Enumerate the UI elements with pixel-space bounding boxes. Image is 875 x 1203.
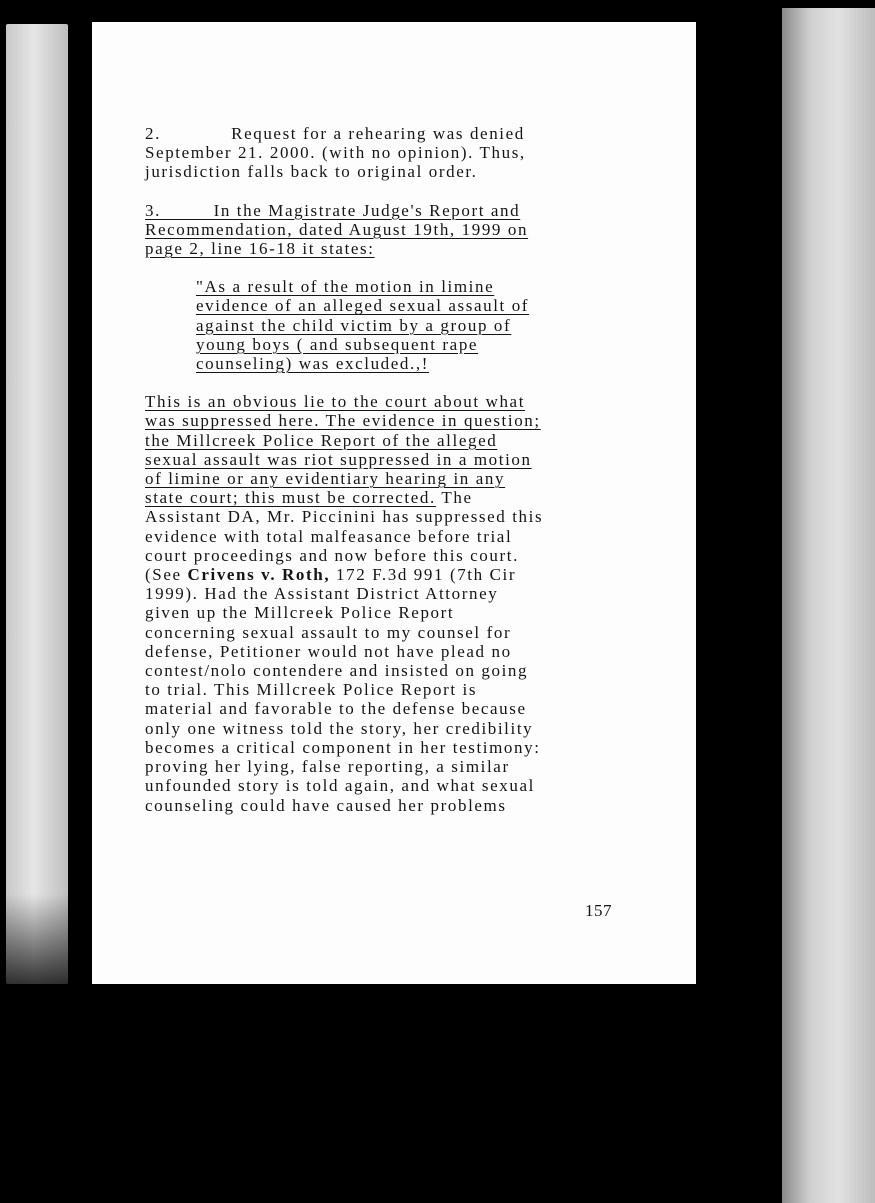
text-segment: 172 F.3d 991 (7th Cir (336, 565, 517, 585)
text-line: This is an obvious lie to the court about what (145, 392, 526, 412)
text-line: given up the Millcreek Police Report (145, 603, 455, 623)
text-line: to trial. This Millcreek Police Report is (145, 680, 478, 700)
text-segment: (See (145, 565, 182, 585)
text-line: defense, Petitioner would not have plead no (145, 641, 512, 661)
page-number: 157 (585, 901, 612, 920)
text-line (145, 565, 615, 584)
text-line: 1999). Had the Assistant District Attorney (145, 584, 499, 604)
text-line: concerning sexual assault to my counsel for (145, 622, 512, 642)
text-line: proving her lying, false reporting, a similar (145, 757, 510, 777)
underlined-segment: state court; this must be corrected. (145, 488, 436, 508)
text-line: Recommendation, dated August 19th, 1999 on (145, 219, 529, 239)
adjacent-page-right-edge (782, 8, 875, 1203)
quote-line: young boys ( and subsequent rape (196, 334, 479, 354)
text-line: was suppressed here. The evidence in question; (145, 411, 541, 431)
adjacent-page-left-edge (6, 24, 68, 984)
quote-line: "As a result of the motion in limine (196, 277, 495, 297)
text-line: jurisdiction falls back to original order. (145, 162, 478, 182)
text-line: court proceedings and now before this court. (145, 545, 519, 565)
text-line: contest/nolo contendere and insisted on going (145, 661, 529, 681)
quote-line: counseling) was excluded.,! (196, 354, 429, 374)
text-line: becomes a critical component in her testimony: (145, 737, 541, 757)
text-line: evidence with total malfeasance before trial (145, 526, 513, 546)
text-line (145, 488, 615, 507)
text-line: only one witness told the story, her credibility (145, 718, 534, 738)
text-line: counseling could have caused her problems (145, 795, 507, 815)
page-text (145, 124, 615, 815)
text-line: September 21. 2000. (with no opinion). Thus, (145, 143, 526, 163)
text-line: unfounded story is told again, and what sexual (145, 776, 535, 796)
edge-shadow (6, 894, 68, 984)
quote-line: against the child victim by a group of (196, 315, 512, 335)
text-line: the Millcreek Police Report of the alleged (145, 430, 498, 450)
text-line: 3. In the Magistrate Judge's Report and (145, 200, 521, 220)
text-line: 2. Request for a rehearing was denied (145, 124, 525, 143)
text-line: Assistant DA, Mr. Piccinini has suppressed this (145, 507, 544, 527)
text-line: page 2, line 16-18 it states: (145, 239, 375, 259)
text-line: material and favorable to the defense because (145, 699, 527, 719)
quote-line: evidence of an alleged sexual assault of (196, 296, 530, 316)
case-citation: Crivens v. Roth, (187, 565, 331, 585)
text-line: of limine or any evidentiary hearing in any (145, 469, 506, 489)
text-line: sexual assault was riot suppressed in a motion (145, 449, 532, 469)
text-segment: The (441, 488, 473, 508)
